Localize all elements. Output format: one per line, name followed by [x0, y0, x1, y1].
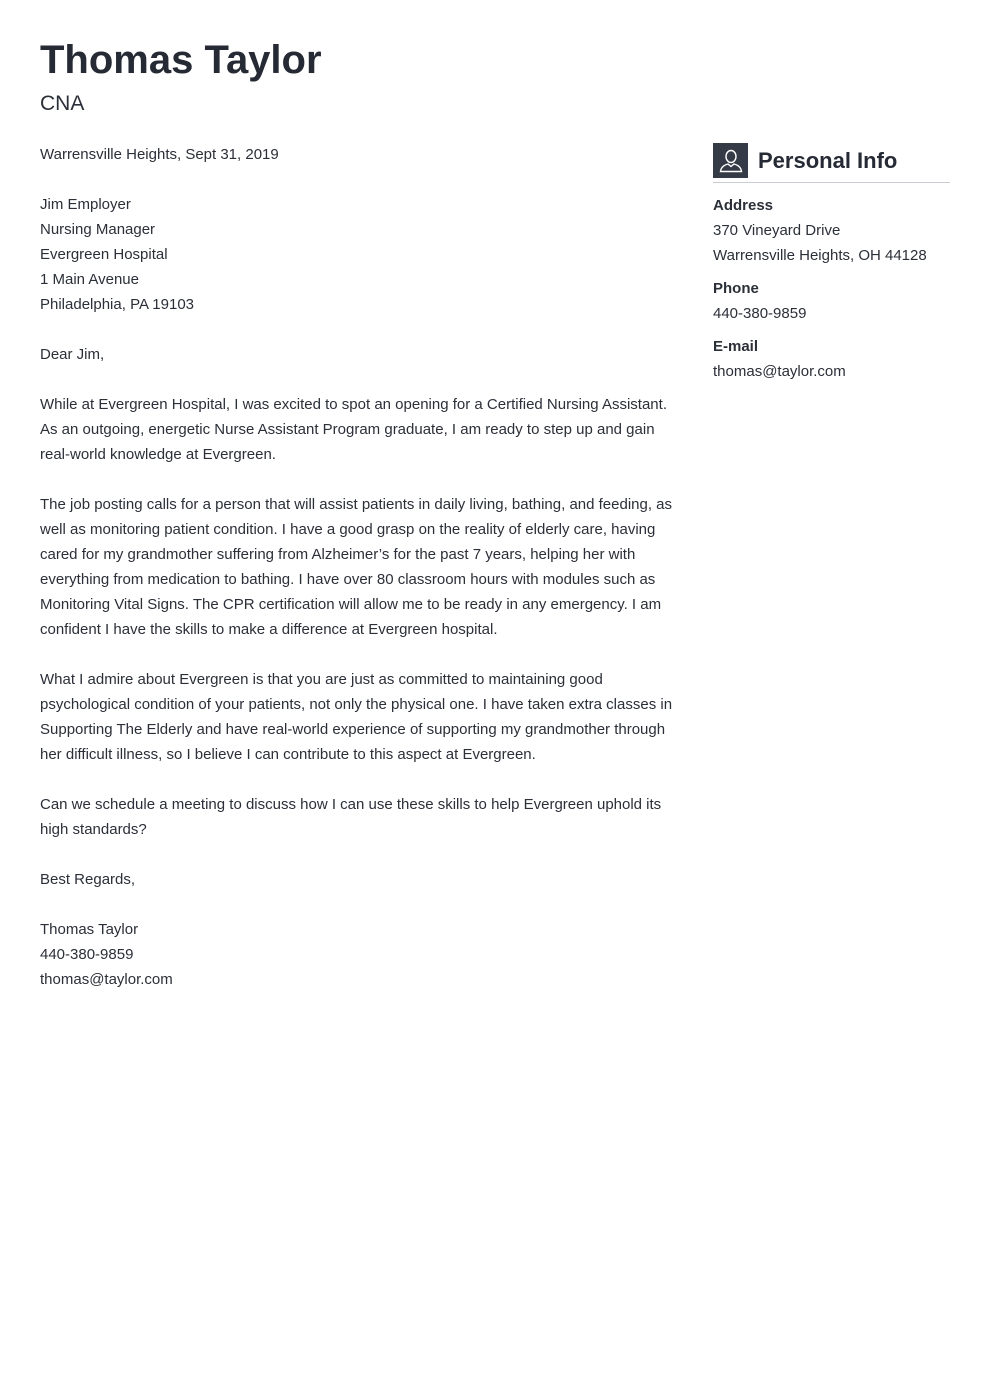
recipient-street: 1 Main Avenue	[40, 271, 139, 288]
address-label: Address	[713, 197, 774, 214]
address-group	[713, 193, 950, 268]
paragraph-3: What I admire about Evergreen is that you are just as committed to maintaining good psychological condition of your patients, not only the physical one. I have taken extra classes in Supporting The Elderly and have real-world experience of supporting my grandmother through her difficult illness, so I believe I can contribute to this aspect at Evergreen.	[40, 671, 673, 763]
address-line-1: 370 Vineyard Drive	[713, 222, 841, 239]
greeting: Dear Jim,	[40, 346, 105, 363]
email-group	[713, 334, 950, 384]
resume-header	[40, 36, 322, 118]
cover-letter-body	[40, 142, 680, 1017]
signature-name: Thomas Taylor	[40, 921, 139, 938]
phone-value: 440-380-9859	[713, 305, 807, 322]
phone-group	[713, 276, 950, 326]
personal-info-header	[713, 143, 950, 183]
closing: Best Regards,	[40, 871, 136, 888]
recipient-block	[40, 192, 680, 317]
email-value: thomas@taylor.com	[713, 363, 846, 380]
applicant-name: Thomas Taylor	[40, 38, 322, 82]
person-icon	[713, 143, 748, 178]
personal-info-title: Personal Info	[758, 148, 898, 173]
email-label: E-mail	[713, 338, 759, 355]
paragraph-2: The job posting calls for a person that will assist patients in daily living, bathing, and feeding, as well as monitoring patient condition. I have a good grasp on the reality of elderly care, having cared for my grandmother suffering from Alzheimer’s for the past 7 years, helping her with everything from medication to bathing. I have over 80 classroom hours with modules such as Monitoring Vital Signs. The CPR certification will allow me to be ready in any emergency. I am confident I have the skills to make a difference at Evergreen hospital.	[40, 496, 673, 638]
signature-block	[40, 917, 680, 992]
personal-info-content	[713, 193, 950, 384]
applicant-job-title: CNA	[40, 92, 85, 115]
address-line-2: Warrensville Heights, OH 44128	[713, 247, 927, 264]
signature-email: thomas@taylor.com	[40, 971, 173, 988]
recipient-title: Nursing Manager	[40, 221, 156, 238]
paragraph-1: While at Evergreen Hospital, I was excited to spot an opening for a Certified Nursing Assistant. As an outgoing, energetic Nurse Assistant Program graduate, I am ready to step up and gain real-world knowledge at Evergreen.	[40, 396, 667, 463]
paragraph-4: Can we schedule a meeting to discuss how I can use these skills to help Evergreen uphold its high standards?	[40, 796, 662, 838]
signature-phone: 440-380-9859	[40, 946, 134, 963]
date-line: Warrensville Heights, Sept 31, 2019	[40, 146, 279, 163]
recipient-city: Philadelphia, PA 19103	[40, 296, 195, 313]
personal-info-sidebar	[713, 143, 950, 392]
recipient-name: Jim Employer	[40, 196, 131, 213]
recipient-company: Evergreen Hospital	[40, 246, 168, 263]
phone-label: Phone	[713, 280, 759, 297]
